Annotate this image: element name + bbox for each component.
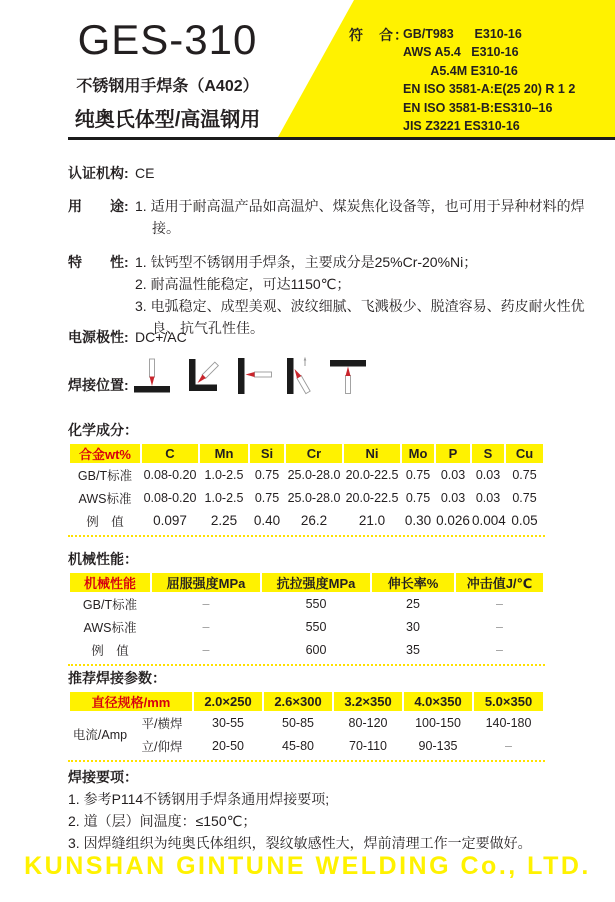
row-label: GB/T标准: [82, 597, 138, 612]
size-header: 5.0×350: [474, 692, 543, 711]
company-name: KUNSHAN GINTUNE WELDING Co., LTD.: [24, 852, 591, 880]
mechanical-table: [68, 573, 545, 661]
certification-label: 认证机构:: [68, 165, 129, 181]
table-row: GB/T标准 – 550 25 –: [70, 592, 543, 615]
title-block: [45, 18, 290, 132]
table-row: 例 值 0.097 2.25 0.40 26.2 21.0 0.30 0.026 0.004 0.05: [70, 509, 543, 532]
horizontal-position-icon: [229, 356, 273, 398]
positions-label: 焊接位置:: [68, 377, 129, 393]
standard-line: EN ISO 3581-B:ES310–16: [403, 100, 553, 115]
current-label: 电流/Amp: [72, 728, 128, 742]
polarity-label: 电源极性:: [68, 329, 129, 345]
product-subtitle: 不锈钢用手焊条（A402）: [76, 78, 259, 95]
parameters-section: [68, 668, 545, 762]
row-label: 平/横焊: [141, 716, 183, 731]
notes-title: 焊接要项：: [68, 769, 138, 785]
row-label: 例 值: [86, 514, 124, 529]
table-row: AWS标准 – 550 30 –: [70, 615, 543, 638]
standard-line: JIS Z3221 ES310-16: [403, 119, 520, 134]
size-header: 4.0×350: [404, 692, 472, 711]
section-divider: [68, 664, 545, 666]
conform-label: 符 合：: [349, 27, 409, 43]
row-label: GB/T标准: [77, 468, 133, 483]
mech-header: 冲击值J/℃: [456, 573, 543, 592]
certification-row: [68, 162, 597, 184]
product-code: GES-310: [77, 16, 258, 63]
chemical-section: [68, 420, 545, 537]
chemical-title: 化学成分：: [68, 422, 138, 438]
standard-line: A5.4M E310-16: [403, 63, 518, 78]
welding-position-icons: [131, 356, 371, 398]
row-label: AWS标准: [83, 620, 137, 635]
table-row: 电流/Amp 平/横焊 30-55 50-85 80-120 100-150 140-180: [70, 711, 543, 734]
row-label: AWS标准: [78, 491, 132, 506]
chem-header: P: [436, 444, 470, 463]
features-label: 特 性:: [68, 254, 129, 270]
standards-list: [403, 25, 575, 135]
mechanical-title: 机械性能：: [68, 551, 138, 567]
note-item: 1. 参考P114不锈钢用手焊条通用焊接要项;: [68, 791, 330, 807]
feature-item: 3. 电弧稳定、成型美观、波纹细腻、飞溅极少、脱渣容易、药皮耐火性优良、抗气孔性佳。: [135, 298, 585, 336]
chem-header: Mn: [200, 444, 248, 463]
flat-position-icon: [131, 356, 175, 398]
polarity-value: DC+/AC: [135, 329, 187, 345]
row-label: 立/仰焊: [141, 739, 183, 754]
chem-header: Cu: [506, 444, 543, 463]
usage-row: [68, 195, 597, 239]
chemical-table: [68, 444, 545, 532]
size-header: 2.0×250: [194, 692, 262, 711]
mechanical-section: [68, 549, 545, 666]
mech-header: 抗拉强度MPa: [262, 573, 370, 592]
section-divider: [68, 535, 545, 537]
diameter-header: 直径规格/mm: [70, 692, 192, 711]
parameters-title: 推荐焊接参数：: [68, 670, 166, 686]
standard-line: GB/T983 E310-16: [403, 27, 522, 41]
conformance-block: [349, 25, 575, 135]
chem-header: Cr: [286, 444, 342, 463]
note-item: 3. 因焊缝组织为纯奥氏体组织，裂纹敏感性大，焊前清理工作一定要做好。: [68, 835, 532, 851]
chem-header: S: [472, 444, 504, 463]
chem-header: Ni: [344, 444, 400, 463]
chem-header: Si: [250, 444, 284, 463]
polarity-row: [68, 326, 597, 348]
size-header: 3.2×350: [334, 692, 402, 711]
usage-item: 1. 适用于耐高温产品如高温炉、煤炭焦化设备等，也可用于异种材料的焊接。: [135, 198, 585, 236]
mech-header: 屈服强度MPa: [152, 573, 260, 592]
positions-row: [68, 374, 135, 396]
header-divider: [68, 137, 615, 140]
fillet-position-icon: [180, 356, 224, 398]
feature-item: 2. 耐高温性能稳定，可达1150℃；: [135, 276, 351, 292]
size-header: 2.6×300: [264, 692, 332, 711]
certification-value: CE: [135, 165, 155, 181]
mech-header: 伸长率%: [372, 573, 454, 592]
usage-label: 用 途:: [68, 198, 129, 214]
standard-line: AWS A5.4 E310-16: [403, 45, 519, 60]
table-row: AWS标准 0.08-0.20 1.0-2.5 0.75 25.0-28.0 20.0-22.5 0.75 0.03 0.03 0.75: [70, 486, 543, 509]
product-type: 纯奥氏体型/高温钢用: [74, 109, 261, 131]
vertical-up-position-icon: [278, 356, 322, 398]
table-row: 例 值 – 600 35 –: [70, 638, 543, 661]
feature-item: 1. 钛钙型不锈钢用手焊条，主要成分是25%Cr-20%Ni；: [135, 254, 478, 270]
note-item: 2. 道（层）间温度：≤150℃；: [68, 813, 257, 829]
table-row: GB/T标准 0.08-0.20 1.0-2.5 0.75 25.0-28.0 20.0-22.5 0.75 0.03 0.03 0.75: [70, 463, 543, 486]
chem-header: Mo: [402, 444, 434, 463]
parameters-table: [68, 692, 545, 757]
chem-header: C: [142, 444, 198, 463]
table-row: 立/仰焊 20-50 45-80 70-110 90-135 –: [70, 734, 543, 757]
overhead-position-icon: [327, 356, 371, 398]
standard-line: EN ISO 3581-A:E(25 20) R 1 2: [403, 82, 576, 97]
notes-section: [68, 766, 588, 854]
mech-header: 机械性能: [70, 573, 150, 592]
section-divider: [68, 760, 545, 762]
chem-header: 合金wt%: [70, 444, 140, 463]
row-label: 例 值: [91, 643, 129, 658]
